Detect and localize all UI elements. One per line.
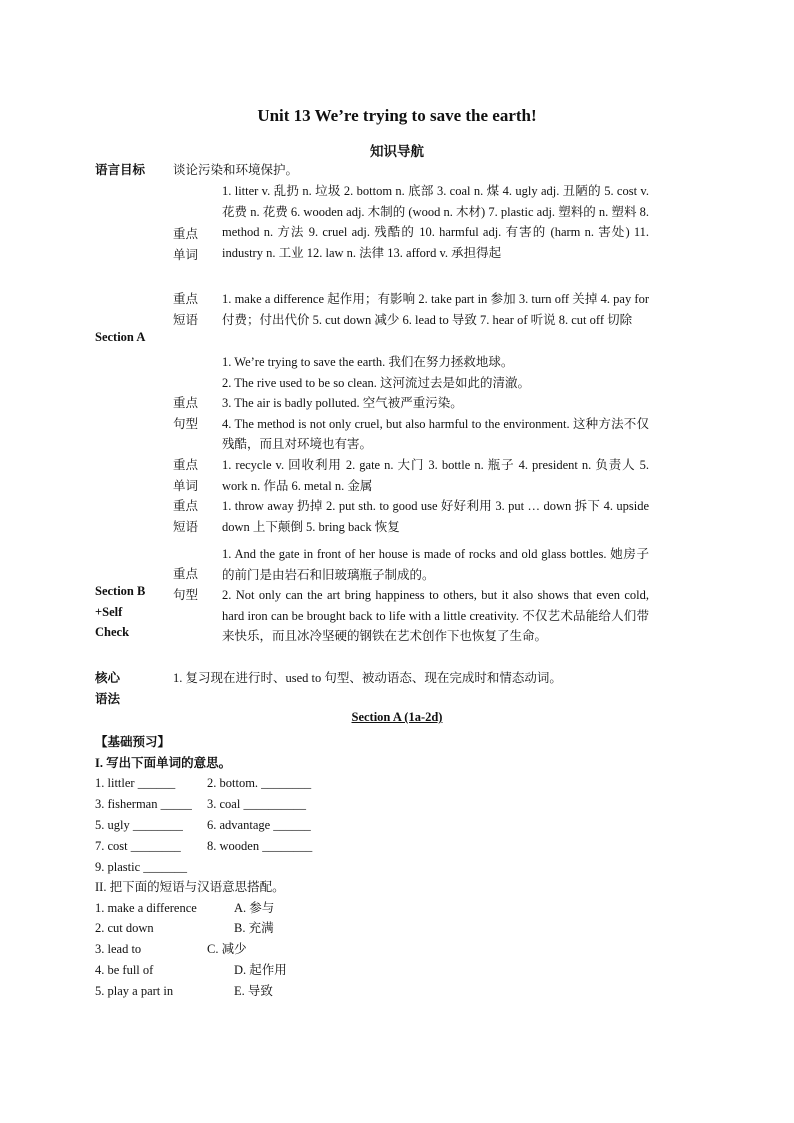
list-item: [95, 794, 192, 815]
match-meaning: B. 充满: [234, 921, 274, 935]
section-b-sentences-label: [173, 564, 198, 605]
label-line: 重点: [173, 292, 199, 306]
blank-item[interactable]: 7. cost ________: [95, 839, 181, 853]
list-item: [95, 815, 183, 836]
list-item: [207, 794, 306, 815]
blank-item[interactable]: 9. plastic _______: [95, 860, 188, 874]
label-line: 重点: [173, 567, 199, 581]
blank-item[interactable]: 8. wooden ________: [207, 839, 313, 853]
match-phrase: 2. cut down: [95, 921, 154, 935]
blank-item[interactable]: 5. ugly ________: [95, 818, 183, 832]
blank-item[interactable]: 1. littler ______: [95, 776, 176, 790]
sentence-line: 1. And the gate in front of her house is made of rocks and old glass bottles. 她房子的前门是由岩石和旧玻璃瓶子制成的。: [222, 547, 649, 582]
section-a-vocab-text: 1. litter v. 乱扔 n. 垃圾 2. bottom n. 底部 3. coal n. 煤 4. ugly adj. 丑陋的 5. cost v.花费 n. 花费 6. wooden adj. 木制的 (wood n. 木材) 7. plastic adj. 塑料的 n. 塑料 8. method n. 方法 9. cruel adj. 残酷的 10. harmful adj. 有害的 (harm n. 害处) 11. industry n. 工业 12. law n. 法律 13. afford v. 承担得起: [222, 184, 649, 260]
grammar-text: 1. 复习现在进行时、used to 句型、被动语态、现在完成时和情态动词。: [173, 671, 562, 685]
section-b-label: [95, 581, 145, 643]
label-line: 句型: [173, 416, 199, 431]
blank-item[interactable]: 3. fisherman _____: [95, 797, 192, 811]
page-title: Unit 13 We’re trying to save the earth!: [257, 106, 537, 125]
label-line: 语法: [95, 691, 121, 706]
match-meaning: C. 减少: [207, 942, 247, 956]
section-a-phrases-text: 1. make a difference 起作用；有影响 2. take part in 参加 3. turn off 关掉 4. pay for 付费；付出代价 5. cut down 减少 6. lead to 导致 7. hear of 听说 8. cut off 切除: [222, 292, 649, 327]
goal-label: 语言目标: [95, 163, 146, 177]
label-line: 核心: [95, 671, 121, 685]
match-meaning: D. 起作用: [234, 963, 287, 977]
label-line: +Self: [95, 604, 123, 619]
sentence-line: 3. The air is badly polluted. 空气被严重污染。: [222, 396, 463, 411]
section-a-sentences: [222, 352, 649, 455]
section-a-heading: Section A (1a-2d): [351, 710, 443, 724]
sentence-line: 2. Not only can the art bring happiness to others, but it also shows that even cold, hard iron can be brought back to life with a little creativity. 不仅艺术品能给人们带来快乐，而且冰冷坚硬的钢铁在艺术创作下也恢复了生命。: [222, 588, 649, 644]
label-line: 单词: [173, 247, 199, 262]
list-item: [207, 773, 311, 794]
sentence-line: 2. The rive used to be so clean. 这河流过去是如此的清澈。: [222, 375, 531, 390]
label-line: 重点: [173, 499, 199, 513]
section-a-phrases-label: [173, 289, 198, 330]
blank-item[interactable]: 3. coal __________: [207, 797, 306, 811]
label-line: 句型: [173, 587, 199, 602]
section-b-phrases-label: [173, 496, 198, 537]
list-item: [95, 836, 181, 857]
sentence-line: 4. The method is not only cruel, but also harmful to the environment. 这种方法不仅残酷，而且对环境也有害。: [222, 416, 649, 452]
label-line: 短语: [173, 312, 199, 327]
part1-heading: I. 写出下面单词的意思。: [95, 756, 232, 770]
section-b-sentences: [222, 544, 649, 647]
preview-heading: 【基础预习】: [95, 735, 171, 749]
label-line: Check: [95, 625, 130, 640]
list-item: [95, 773, 175, 794]
list-item: [207, 836, 312, 857]
match-phrase: 5. play a part in: [95, 984, 174, 998]
blank-item[interactable]: 6. advantage ______: [207, 818, 311, 832]
section-a-sentences-label: [173, 393, 198, 434]
label-line: 重点: [173, 396, 199, 410]
section-b-vocab-text: 1. recycle v. 回收利用 2. gate n. 大门 3. bottle n. 瓶子 4. president n. 负责人 5. work n. 作品 6. metal n. 金属: [222, 458, 649, 493]
section-a-vocab-label: [173, 224, 198, 265]
part2-heading: II. 把下面的短语与汉语意思搭配。: [95, 880, 285, 894]
label-line: 单词: [173, 478, 199, 493]
section-a-label: Section A: [95, 330, 146, 344]
blank-item[interactable]: 2. bottom. ________: [207, 776, 312, 790]
section-b-phrases-text: 1. throw away 扔掉 2. put sth. to good use 好好利用 3. put … down 拆下 4. upside down 上下颠倒 5. bring back 恢复: [222, 499, 649, 534]
match-phrase: 1. make a difference: [95, 901, 197, 915]
match-phrase: 4. be full of: [95, 963, 154, 977]
list-item: [95, 857, 187, 878]
label-line: Section B: [95, 584, 146, 598]
label-line: 重点: [173, 458, 199, 472]
sentence-line: 1. We’re trying to save the earth. 我们在努力拯救地球。: [222, 355, 514, 369]
label-line: 重点: [173, 227, 199, 241]
match-meaning: A. 参与: [234, 901, 275, 915]
goal-text: 谈论污染和环境保护。: [173, 163, 299, 177]
section-b-vocab-label: [173, 455, 198, 496]
list-item: [207, 815, 311, 836]
label-line: 短语: [173, 519, 199, 534]
match-meaning: E. 导致: [234, 984, 273, 998]
match-phrase: 3. lead to: [95, 942, 142, 956]
section-subtitle: 知识导航: [370, 144, 424, 159]
grammar-label: [95, 668, 120, 709]
